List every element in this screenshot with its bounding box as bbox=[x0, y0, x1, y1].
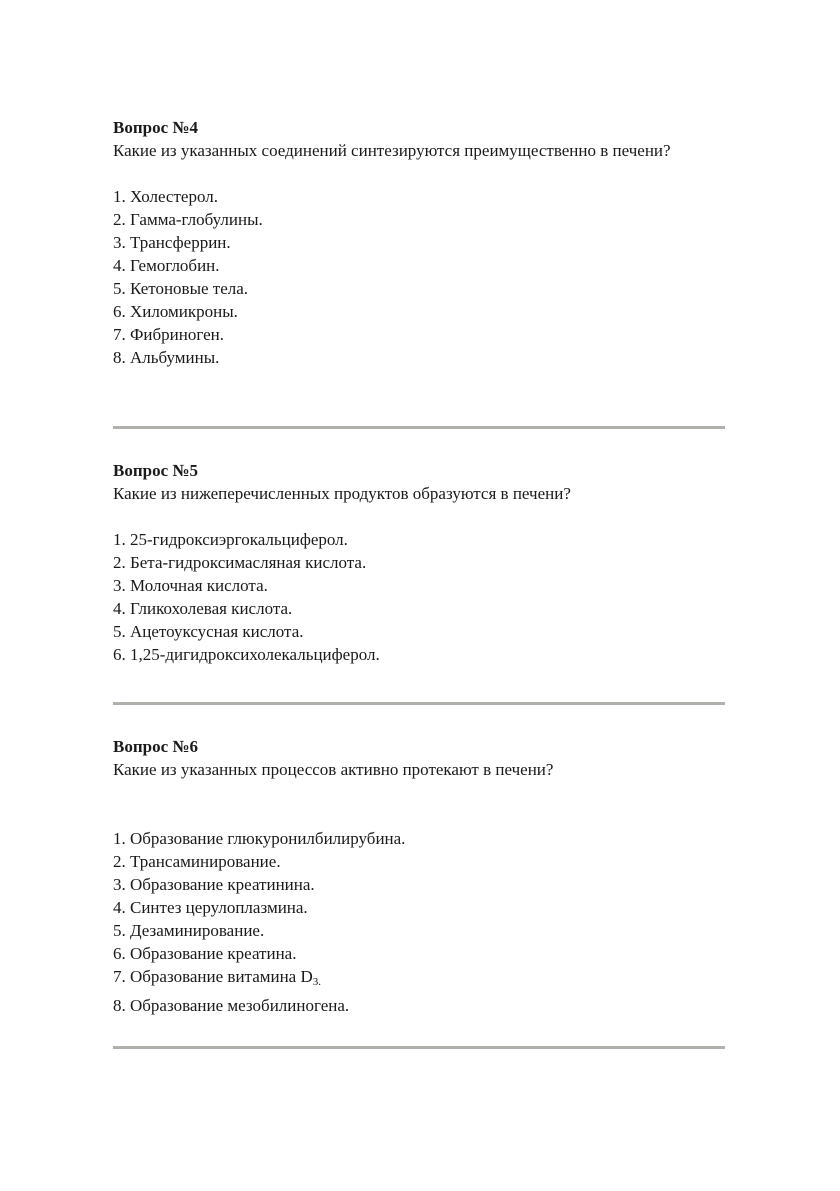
question-text: Какие из нижеперечисленных продуктов образуются в печени? bbox=[113, 484, 571, 503]
answer-option: 3. Трансферрин. bbox=[113, 233, 231, 252]
question-title: Вопрос №6 bbox=[113, 737, 198, 756]
answer-option: 4. Синтез церулоплазмина. bbox=[113, 898, 308, 917]
question-title: Вопрос №5 bbox=[113, 461, 198, 480]
answer-options bbox=[113, 185, 733, 369]
question-text: Какие из указанных соединений синтезируются преимущественно в печени? bbox=[113, 141, 671, 160]
answer-option: 4. Гликохолевая кислота. bbox=[113, 599, 293, 618]
answer-options bbox=[113, 528, 733, 666]
answer-option: 3. Образование креатинина. bbox=[113, 875, 315, 894]
question-5 bbox=[113, 459, 733, 666]
answer-option: 5. Дезаминирование. bbox=[113, 921, 265, 940]
answer-option: 6. Хиломикроны. bbox=[113, 302, 238, 321]
section-divider bbox=[113, 1046, 725, 1049]
question-6 bbox=[113, 735, 733, 1017]
answer-option: 6. Образование креатина. bbox=[113, 944, 297, 963]
question-title: Вопрос №4 bbox=[113, 118, 198, 137]
answer-options bbox=[113, 827, 733, 1017]
answer-option: 8. Образование мезобилиногена. bbox=[113, 996, 350, 1015]
answer-option: 2. Гамма-глобулины. bbox=[113, 210, 263, 229]
subscript: 3. bbox=[312, 976, 322, 988]
answer-option: 1. Холестерол. bbox=[113, 187, 218, 206]
answer-option: 2. Бета-гидроксимасляная кислота. bbox=[113, 553, 367, 572]
question-text: Какие из указанных процессов активно протекают в печени? bbox=[113, 760, 554, 779]
answer-option: 3. Молочная кислота. bbox=[113, 576, 268, 595]
answer-option: 8. Альбумины. bbox=[113, 348, 220, 367]
answer-option: 1. 25-гидроксиэргокальциферол. bbox=[113, 530, 348, 549]
answer-option: 6. 1,25-дигидроксихолекальциферол. bbox=[113, 645, 380, 664]
answer-option bbox=[113, 965, 733, 994]
section-divider bbox=[113, 426, 725, 429]
answer-option: 5. Ацетоуксусная кислота. bbox=[113, 622, 304, 641]
answer-option: 5. Кетоновые тела. bbox=[113, 279, 249, 298]
question-4 bbox=[113, 116, 733, 369]
answer-option: 7. Фибриноген. bbox=[113, 325, 225, 344]
answer-option: 4. Гемоглобин. bbox=[113, 256, 220, 275]
answer-option: 2. Трансаминирование. bbox=[113, 852, 281, 871]
section-divider bbox=[113, 702, 725, 705]
answer-option-text: 7. Образование витамина D bbox=[113, 967, 313, 986]
answer-option: 1. Образование глюкуронилбилирубина. bbox=[113, 829, 406, 848]
